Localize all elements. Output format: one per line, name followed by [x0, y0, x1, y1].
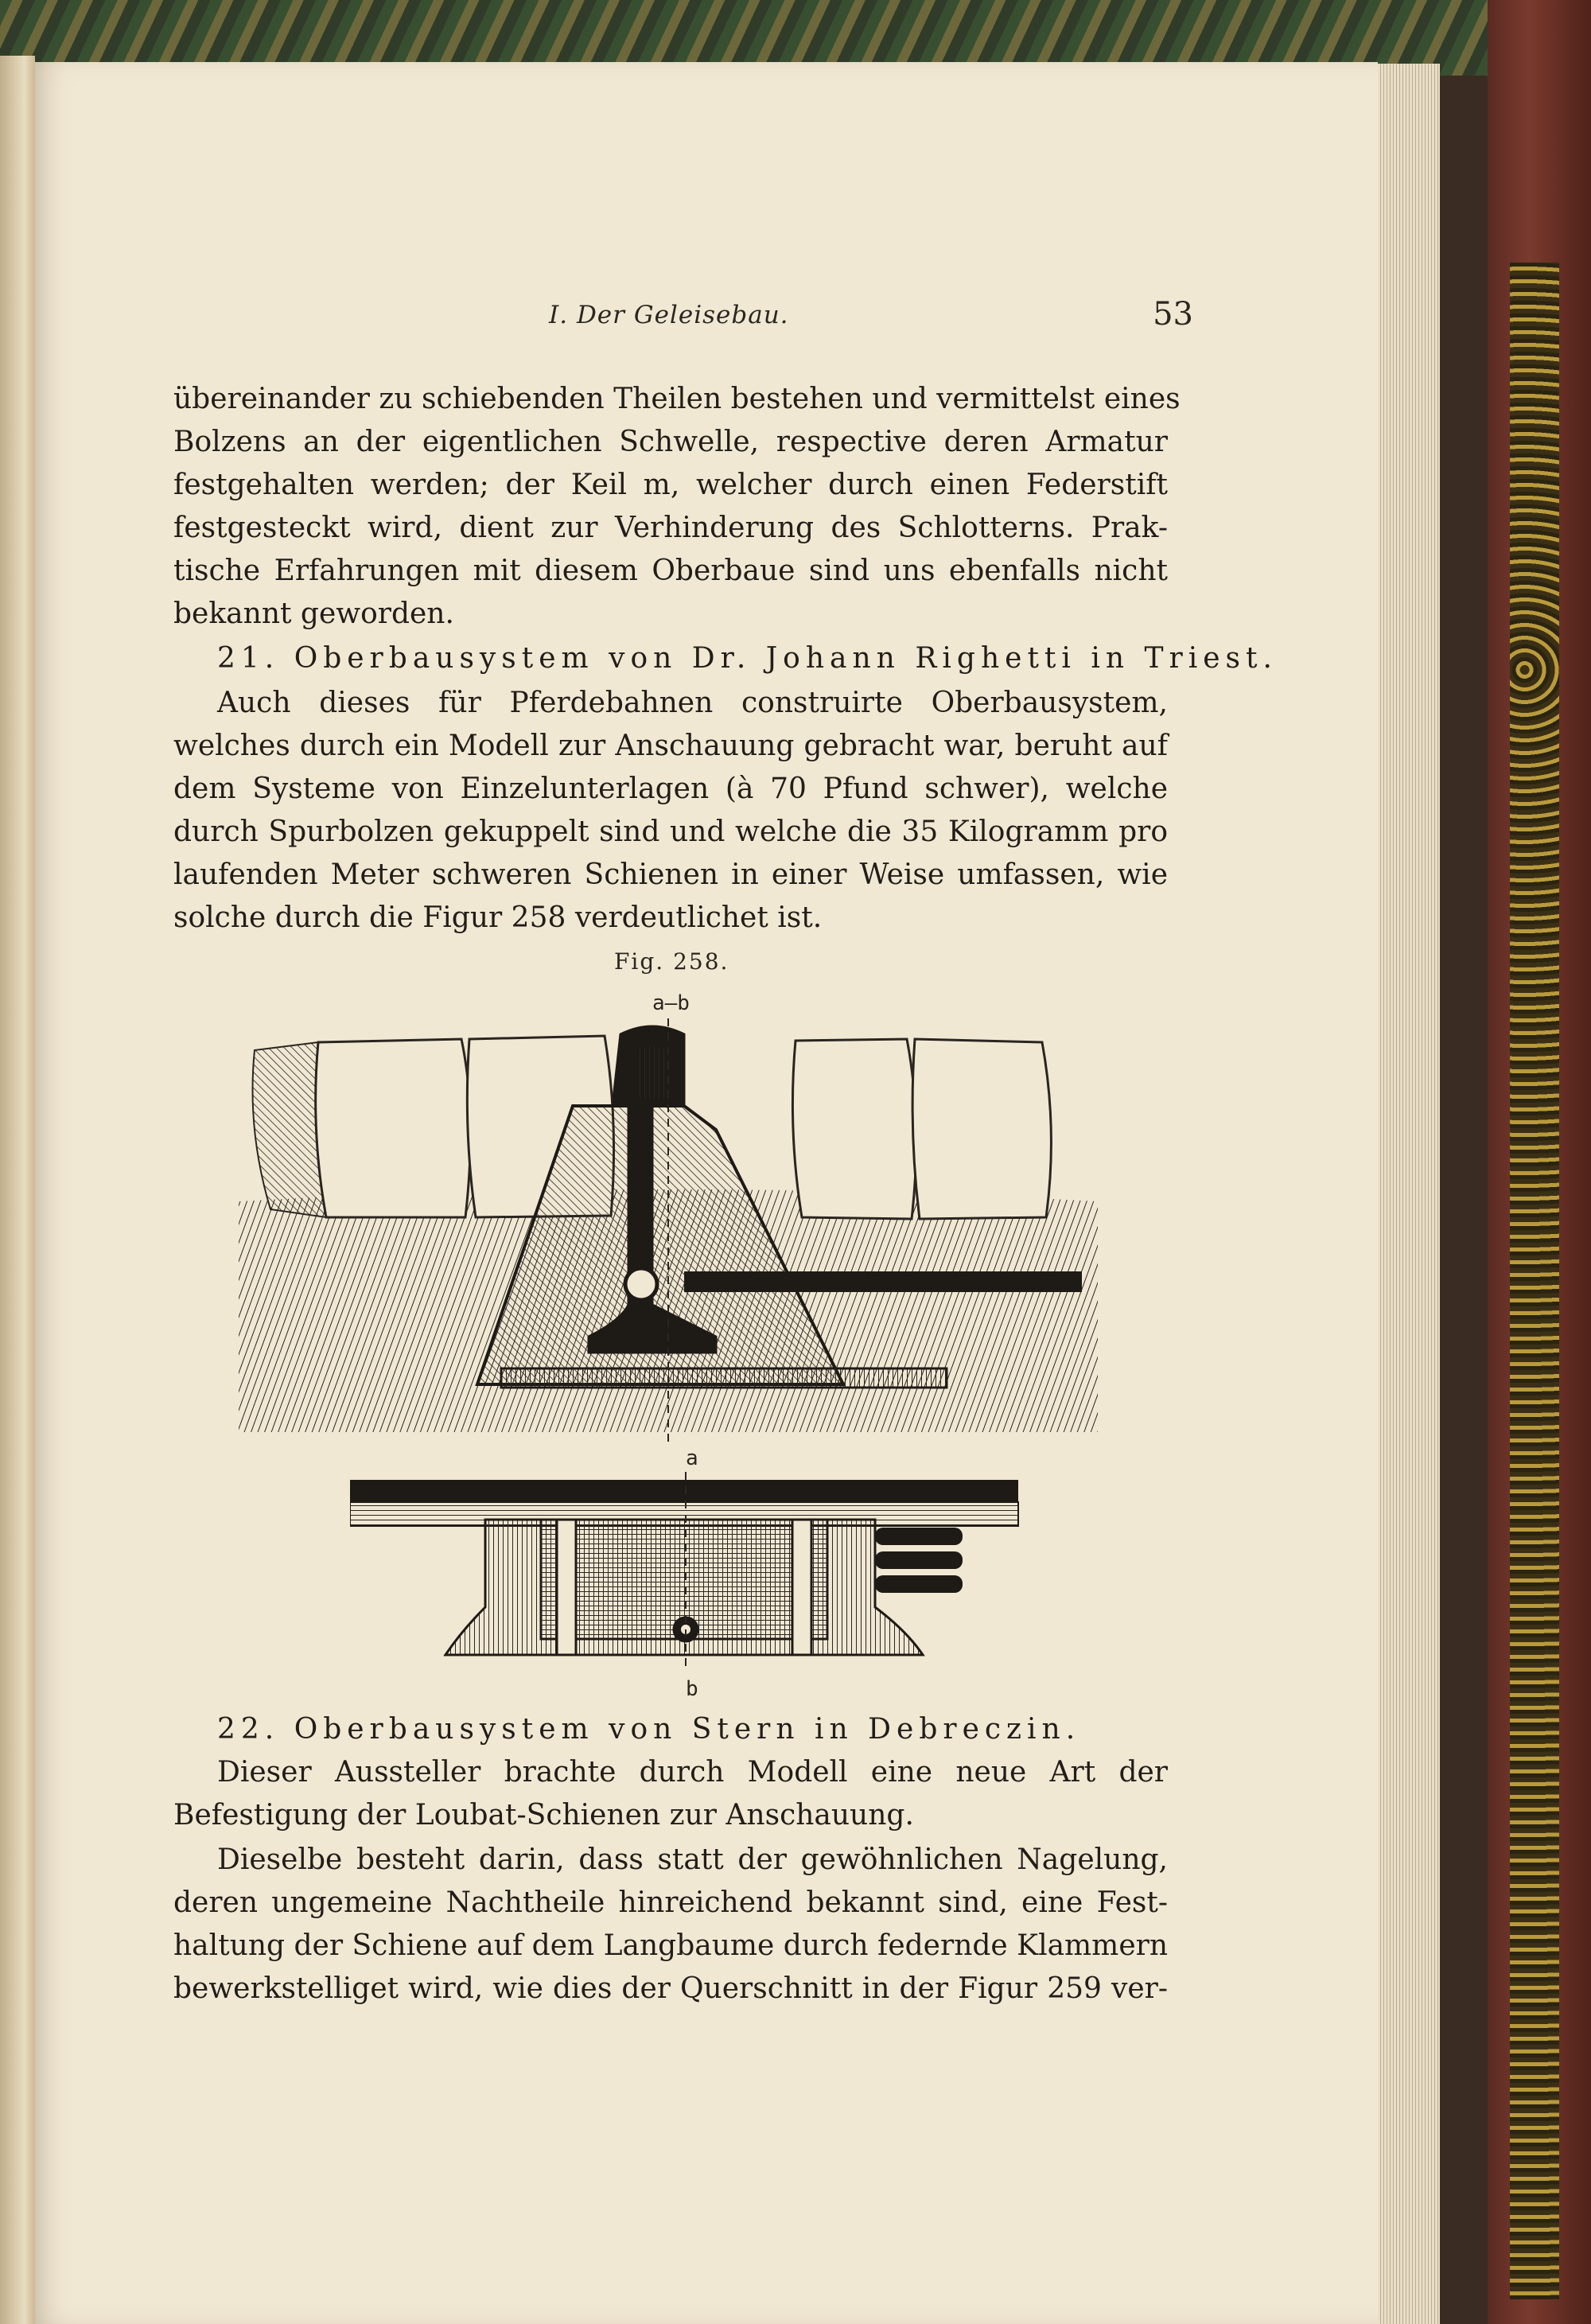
text-line: dem Systeme von Einzelunterlagen (à 70 Pfund schwer), welche — [173, 773, 1168, 805]
text-line: welches durch ein Modell zur Anschauung gebracht war, beruht auf — [173, 730, 1168, 762]
figure-caption: Fig. 258. — [614, 948, 729, 975]
figure-label-ab: a–b — [652, 991, 690, 1015]
text-line: haltung der Schiene auf dem Langbaume durch federnde Klammern — [173, 1929, 1169, 1962]
section-heading-22: 22. Oberbausystem von Stern in Debreczin. — [217, 1713, 1081, 1746]
text-line: bewerkstelliget wird, wie dies der Querschnitt in der Figur 259 ver- — [173, 1972, 1168, 2005]
page-number: 53 — [1153, 296, 1193, 333]
text-line: festgehalten werden; der Keil m, welcher durch einen Federstift — [173, 469, 1168, 501]
text-line: laufenden Meter schweren Schienen in einer Weise umfassen, wie — [173, 858, 1168, 891]
section-heading-21: 21. Oberbausystem von Dr. Johann Righetti in Triest. — [217, 642, 1278, 675]
figure-label-b: b — [686, 1677, 698, 1701]
running-head: I. Der Geleisebau. — [549, 301, 789, 329]
rail-perspective-illustration — [239, 1018, 1098, 1448]
text-line: Dieselbe besteht darin, dass statt der gewöhnlichen Nagelung, — [217, 1843, 1168, 1876]
chair-rib-left — [557, 1520, 576, 1655]
text-line: Befestigung der Loubat-Schienen zur Anschauung. — [173, 1799, 914, 1832]
text-line: Bolzens an der eigentlichen Schwelle, respective deren Armatur — [173, 426, 1168, 458]
text-line: deren ungemeine Nachtheile hinreichend bekannt sind, eine Fest- — [173, 1886, 1168, 1919]
text-line: Auch dieses für Pferdebahnen construirte Oberbausystem, — [217, 687, 1168, 719]
rod-end — [875, 1551, 963, 1569]
rail-head — [350, 1480, 1018, 1502]
bolt-head — [625, 1268, 657, 1300]
text-line: tische Erfahrungen mit diesem Oberbaue sind uns ebenfalls nicht — [173, 555, 1168, 587]
base-plate — [501, 1368, 947, 1388]
stone-side — [253, 1042, 327, 1217]
tie-rod — [684, 1271, 1082, 1292]
rail-side-view-illustration — [350, 1472, 1026, 1671]
figure-label-a: a — [686, 1446, 698, 1470]
text-line: durch Spurbolzen gekuppelt sind und welche die 35 Kilogramm pro — [173, 816, 1168, 848]
text-line: bekannt geworden. — [173, 598, 454, 630]
left-page-edge — [0, 56, 35, 2324]
page-stack-edge — [1375, 64, 1440, 2324]
text-line: übereinander zu schiebenden Theilen bestehen und vermittelst eines — [173, 383, 1181, 415]
rod-end — [875, 1575, 963, 1593]
text-line: solche durch die Figur 258 verdeutlichet ist. — [173, 901, 823, 934]
rail-section-hatch — [636, 1046, 668, 1098]
rod-end — [875, 1528, 963, 1545]
text-line: festgesteckt wird, dient zur Verhinderung des Schlotterns. Prak- — [173, 512, 1168, 544]
chair-rib-right — [792, 1520, 811, 1655]
text-line: Dieser Aussteller brachte durch Modell eine neue Art der — [217, 1756, 1168, 1789]
marbled-edge-right — [1510, 263, 1559, 2299]
